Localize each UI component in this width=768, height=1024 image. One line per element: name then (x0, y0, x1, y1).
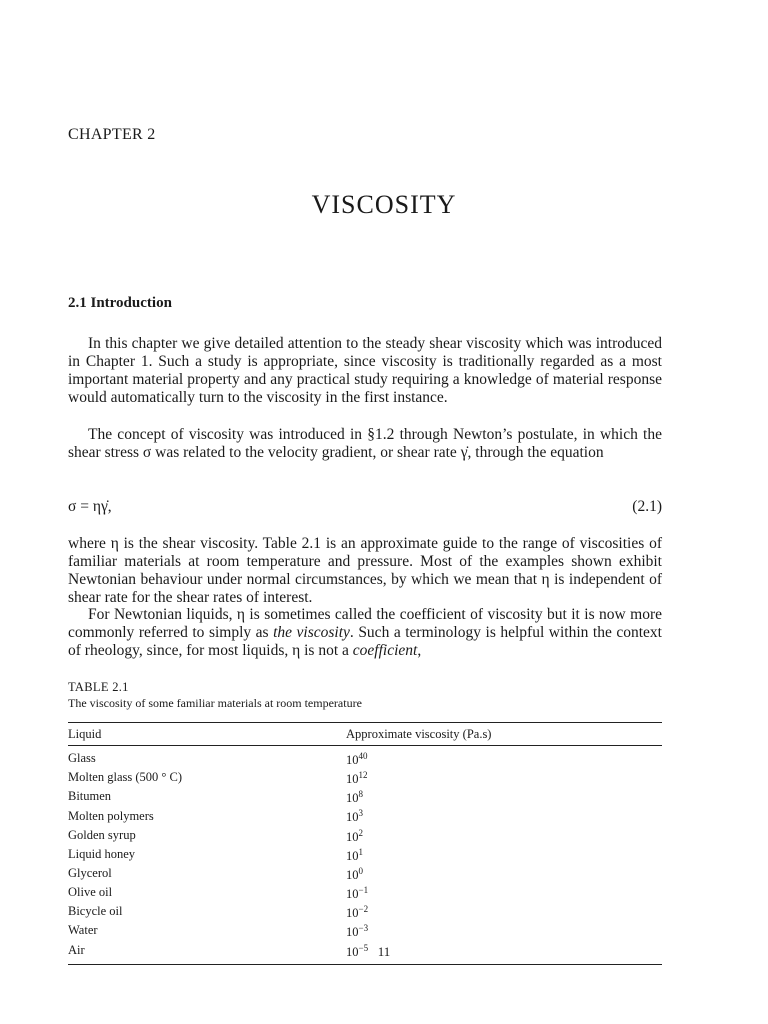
liquid-name: Bitumen (68, 789, 112, 804)
liquid-name: Liquid honey (68, 846, 136, 861)
viscosity-base: 10 (346, 791, 359, 806)
table-row (68, 826, 662, 845)
viscosity-value (346, 864, 662, 883)
viscosity-base: 10 (346, 753, 359, 768)
table-row (68, 787, 662, 806)
table-label: TABLE 2.1 (68, 680, 129, 694)
page-number: 11 (377, 944, 391, 959)
liquid-name: Glass (68, 751, 96, 766)
table-row (68, 845, 662, 864)
viscosity-exponent: −5 (358, 942, 369, 953)
viscosity-base: 10 (346, 772, 359, 787)
paragraph-2 (68, 426, 662, 462)
viscosity-base: 10 (346, 906, 359, 921)
chapter-title: VISCOSITY (311, 190, 457, 219)
viscosity-exponent: 3 (358, 808, 363, 819)
viscosity-base: 10 (346, 848, 359, 863)
section-heading: 2.1 Introduction (68, 295, 172, 311)
viscosity-value (346, 806, 662, 825)
viscosity-exponent: −3 (358, 923, 369, 934)
viscosity-value (346, 902, 662, 921)
viscosity-exponent: 40 (358, 751, 368, 761)
equation-number: (2.1) (632, 498, 662, 515)
paragraph-2-text: The concept of viscosity was introduced in §1.2 through Newton’s postulate, in which the shear stress σ was related to the velocity gradient, or shear rate γ̇, through the equation (68, 426, 662, 461)
equation-formula: σ = ηγ̇, (68, 498, 112, 515)
paragraph-4-italic-viscosity: the viscosity (273, 624, 350, 641)
liquid-name: Olive oil (68, 885, 113, 900)
liquid-name: Golden syrup (68, 827, 136, 842)
liquid-name: Molten polymers (68, 808, 154, 823)
table-row (68, 921, 662, 940)
table-row (68, 864, 662, 883)
table-header-row (68, 723, 662, 746)
paragraph-4-part-1: For Newtonian liquids, η is sometimes called the coefficient of viscosity but it is now more commonly referred to simply as (68, 606, 662, 641)
header-liquid: Liquid (68, 723, 346, 746)
liquid-name: Glycerol (68, 866, 112, 881)
viscosity-base: 10 (346, 810, 359, 825)
paragraph-1-text: In this chapter we give detailed attention to the steady shear viscosity which was introduced in Chapter 1. Such a study is appropriate, since viscosity is traditionally regarded as a most important material property and any practical study requiring a knowledge of material response would automatically turn to the viscosity in the first instance. (68, 335, 662, 406)
paragraph-4-part-3: , (417, 642, 422, 659)
viscosity-base: 10 (346, 887, 359, 902)
liquid-name: Air (68, 942, 85, 957)
viscosity-base: 10 (346, 925, 359, 940)
viscosity-value (346, 883, 662, 902)
viscosity-base: 10 (346, 944, 359, 959)
viscosity-value (346, 746, 662, 769)
paragraph-4 (68, 606, 662, 660)
viscosity-exponent: 8 (358, 789, 363, 800)
viscosity-exponent: 2 (358, 827, 363, 838)
viscosity-exponent: 1 (358, 846, 363, 857)
viscosity-exponent: −1 (358, 885, 369, 896)
table-body (68, 746, 662, 965)
viscosity-value (346, 787, 662, 806)
paragraph-4-text (68, 606, 662, 660)
header-viscosity: Approximate viscosity (Pa.s) (346, 723, 662, 746)
paragraph-3-text: where η is the shear viscosity. Table 2.1 is an approximate guide to the range of viscosities of familiar materials at room temperature and pressure. Most of the examples shown exhibit Newtonian behaviour under normal circumstances, by which we mean that η is independent of shear rate for the shear rates of interest. (68, 535, 662, 606)
viscosity-exponent: 0 (358, 865, 363, 876)
viscosity-value (346, 826, 662, 845)
chapter-label: CHAPTER 2 (68, 126, 156, 143)
table-row (68, 768, 662, 787)
equation-2-1 (68, 498, 662, 516)
viscosity-base: 10 (346, 868, 359, 883)
paragraph-4-part-2: . Such a terminology is helpful within the context of rheology, since, for most liquids, η is not a (68, 624, 662, 659)
viscosity-value (346, 768, 662, 787)
paragraph-4-italic-coefficient: coefficient (352, 642, 418, 659)
table-row (68, 806, 662, 825)
table-row (68, 746, 662, 769)
paragraph-3 (68, 535, 662, 607)
paragraph-1 (68, 335, 662, 407)
viscosity-base: 10 (346, 829, 359, 844)
table-caption: The viscosity of some familiar materials at room temperature (68, 696, 362, 710)
table-row (68, 883, 662, 902)
liquid-name: Water (68, 923, 98, 938)
viscosity-value (346, 845, 662, 864)
table-row (68, 902, 662, 921)
viscosity-exponent: −2 (358, 904, 369, 915)
viscosity-exponent: 12 (358, 770, 368, 781)
viscosity-value (346, 921, 662, 940)
liquid-name: Molten glass (500 ° C) (68, 770, 183, 785)
liquid-name: Bicycle oil (68, 904, 123, 919)
viscosity-table (68, 722, 662, 965)
